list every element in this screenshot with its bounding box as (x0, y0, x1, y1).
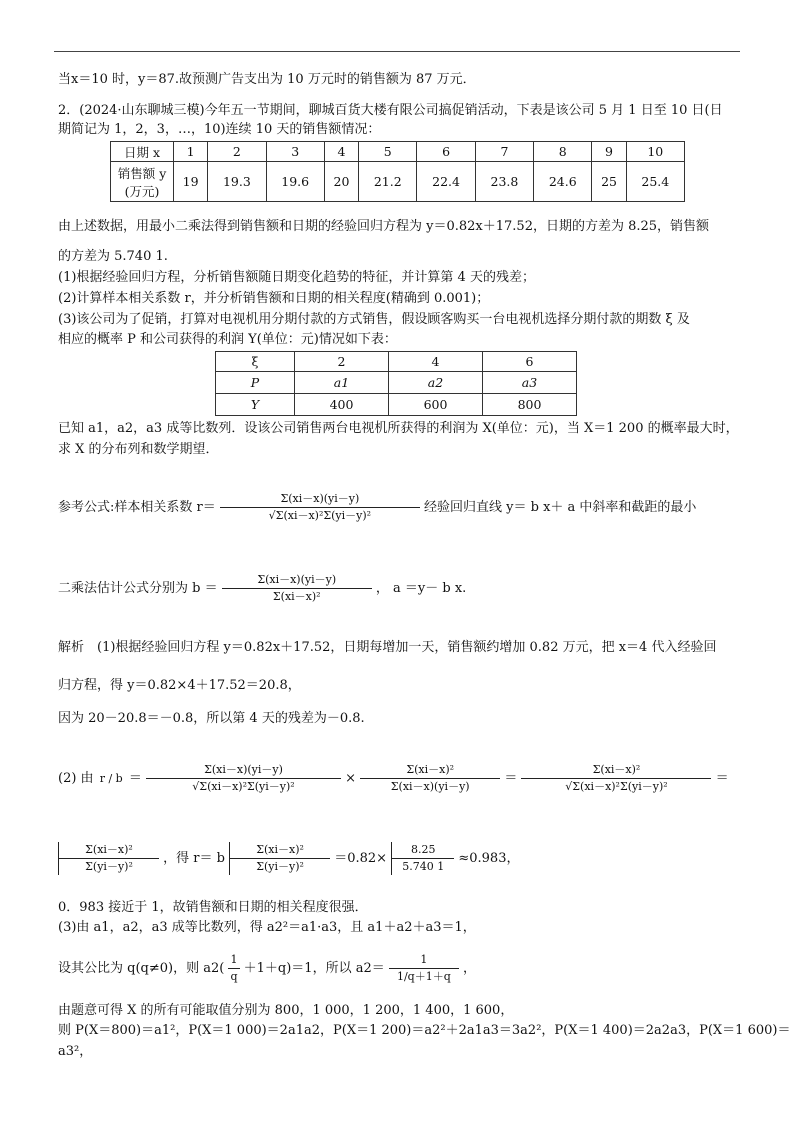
table-cell: 19.3 (208, 162, 266, 202)
fraction-numerator: 1 (389, 952, 459, 969)
table-cell: 6 (417, 142, 475, 162)
text-line: 归方程，得 y＝0.82×4＋17.52＝20.8， (58, 678, 301, 693)
fraction-numerator: Σ(xi－x)(yi－y) (146, 762, 341, 779)
text-line: 期简记为 1，2，3，…，10)连续 10 天的销售额情况： (58, 122, 381, 137)
formula-text: ＝0.82× (334, 851, 388, 866)
variance-ratio (391, 842, 454, 875)
table-head: ξ (216, 352, 295, 372)
formula-text: ＋1＋q)＝1，所以 a2＝ (243, 961, 385, 976)
fraction-numerator: Σ(xi－x)(yi－y) (220, 491, 420, 508)
table-cell: 8 (534, 142, 592, 162)
problem-2-heading: 2．(2024·山东聊城三模)今年五一节期间，聊城百货大楼有限公司搞促销活动，下表是该公司 5 月 1 日至 10 日(日 (58, 103, 723, 118)
table-head-line: (万元) (124, 183, 160, 199)
solution-part-2 (58, 762, 729, 795)
table-head-line: 销售额 y (117, 165, 167, 181)
fraction-denominator: √Σ(xi－x)²Σ(yi－y)² (565, 780, 668, 793)
r-over-b: r / b (99, 771, 123, 785)
table-cell: 25 (592, 162, 626, 202)
equals-sign: ＝ (715, 771, 729, 786)
sqrt-ratio-fraction (229, 842, 330, 875)
fraction-denominator: Σ(yi－y)² (256, 860, 304, 873)
table-head: Y (216, 394, 295, 416)
times-sign: × (345, 771, 357, 786)
text-line: 已知 a1，a2，a3 成等比数列．设该公司销售两台电视机所获得的利润为 X(单位：元)，当 X＝1 200 的概率最大时， (58, 421, 739, 436)
fraction-denominator: √Σ(xi－x)²Σ(yi－y)² (192, 780, 295, 793)
text-line: 由上述数据，用最小二乘法得到销售额和日期的经验回归方程为 y＝0.82x＋17.52，日期的方差为 8.25，销售额 (58, 219, 710, 234)
slope-inverse-fraction (360, 762, 500, 795)
table-cell: 23.8 (475, 162, 533, 202)
table-cell: 4 (324, 142, 358, 162)
formula-label: (2) 由 (58, 771, 94, 786)
fraction-denominator: 5.740 1 (402, 860, 445, 873)
table-cell: 2 (295, 352, 389, 372)
table-cell: 9 (592, 142, 626, 162)
formula-text: 经验回归直线 y＝ b x＋ a 中斜率和截距的最小 (424, 500, 697, 515)
correlation-fraction (146, 762, 341, 795)
fraction-numerator: 8.25 (392, 842, 454, 859)
question-2: (2)计算样本相关系数 r，并分析销售额和日期的相关程度(精确到 0.001)； (58, 291, 490, 306)
formula-text: ≈0.983， (458, 851, 520, 866)
question-1: (1)根据经验回归方程，分析销售额随日期变化趋势的特征，并计算第 4 天的残差； (58, 270, 535, 285)
header-rule (54, 51, 740, 52)
table-cell: 800 (483, 394, 577, 416)
table-cell: 21.2 (359, 162, 417, 202)
table-cell: a2 (389, 372, 483, 394)
sales-table (110, 141, 685, 202)
table-cell: 7 (475, 142, 533, 162)
table-cell: 1 (174, 142, 208, 162)
solution-part-3: (3)由 a1，a2，a3 成等比数列，得 a2²＝a1·a3，且 a1＋a2＋a3＝1， (58, 920, 476, 935)
correlation-fraction (220, 491, 420, 524)
table-cell: a3 (483, 372, 577, 394)
a2-fraction (389, 952, 459, 985)
text-line: 则 P(X＝800)＝a1²，P(X＝1 000)＝2a1a2，P(X＝1 200)＝a2²＋2a1a3＝3a2²，P(X＝1 400)＝2a2a3，P(X＝1 600)＝ (58, 1023, 791, 1038)
text-line (58, 952, 476, 985)
formula-text: 设其公比为 q(q≠0)，则 a2( (58, 961, 225, 976)
formula-label: 二乘法估计公式分别为 b ＝ (58, 581, 218, 596)
formula-label: 参考公式:样本相关系数 r＝ (58, 500, 216, 515)
table-cell: 22.4 (417, 162, 475, 202)
sqrt-ratio-fraction (58, 842, 159, 875)
table-cell: 2 (208, 142, 266, 162)
equals-sign: ＝ (128, 771, 142, 786)
text-line: 当x＝10 时，y＝87.故预测广告支出为 10 万元时的销售额为 87 万元． (58, 72, 476, 87)
text-line: 求 X 的分布列和数学期望． (58, 442, 219, 457)
fraction-numerator: Σ(xi－x)² (360, 762, 500, 779)
formula-text: ，得 r＝ b (163, 851, 225, 866)
fraction-numerator: Σ(xi－x)² (230, 842, 330, 859)
table-cell: 19 (174, 162, 208, 202)
table-cell: 10 (626, 142, 684, 162)
fraction-denominator: q (230, 970, 238, 983)
table-cell: 25.4 (626, 162, 684, 202)
table-cell: 24.6 (534, 162, 592, 202)
text-line: 0．983 接近于 1，故销售额和日期的相关程度很强． (58, 900, 368, 915)
table-cell: 5 (359, 142, 417, 162)
fraction-numerator: Σ(xi－x)² (521, 762, 711, 779)
question-3: (3)该公司为了促销，打算对电视机用分期付款的方式销售，假设顾客购买一台电视机选择分期付款的期数 ξ 及 (58, 312, 690, 327)
text-line: a3²， (58, 1044, 93, 1059)
table-head (111, 162, 174, 202)
equals-sign: ＝ (504, 771, 518, 786)
table-cell: 4 (389, 352, 483, 372)
solution-part-2-cont (58, 842, 519, 875)
solution-part-1: 解析 (1)根据经验回归方程 y＝0.82x＋17.52，日期每增加一天，销售额约增加 0.82 万元，把 x＝4 代入经验回 (58, 640, 717, 655)
fraction-denominator: Σ(yi－y)² (85, 860, 133, 873)
fraction-denominator: Σ(xi－x)² (272, 590, 321, 603)
table-cell: a1 (295, 372, 389, 394)
table-head: 日期 x (111, 142, 174, 162)
slope-fraction (222, 572, 372, 605)
fraction-denominator: Σ(xi－x)(yi－y) (390, 780, 470, 793)
formula-text: ， a ＝y－ b x. (375, 581, 467, 596)
fraction-numerator: Σ(xi－x)(yi－y) (222, 572, 372, 589)
text-line: 因为 20－20.8＝－0.8，所以第 4 天的残差为－0.8. (58, 711, 365, 726)
reference-formula (58, 572, 466, 605)
table-cell: 400 (295, 394, 389, 416)
table-cell: 6 (483, 352, 577, 372)
reference-formula (58, 491, 696, 524)
text-line: 的方差为 5.740 1. (58, 249, 168, 264)
table-cell: 600 (389, 394, 483, 416)
table-cell: 19.6 (266, 162, 324, 202)
fraction-denominator: 1/q＋1＋q (396, 970, 451, 983)
text-line: 相应的概率 P 和公司获得的利润 Y(单位：元)情况如下表： (58, 332, 397, 347)
one-over-q (228, 952, 239, 985)
table-head: P (216, 372, 295, 394)
table-cell: 3 (266, 142, 324, 162)
combined-fraction (521, 762, 711, 795)
installment-table (215, 351, 577, 416)
fraction-numerator: Σ(xi－x)² (59, 842, 159, 859)
table-cell: 20 (324, 162, 358, 202)
text-line: 由题意可得 X 的所有可能取值分别为 800，1 000，1 200，1 400，1 600， (58, 1003, 514, 1018)
fraction-numerator: 1 (228, 952, 239, 969)
comma: ， (463, 961, 477, 976)
fraction-denominator: √Σ(xi－x)²Σ(yi－y)² (268, 509, 372, 522)
